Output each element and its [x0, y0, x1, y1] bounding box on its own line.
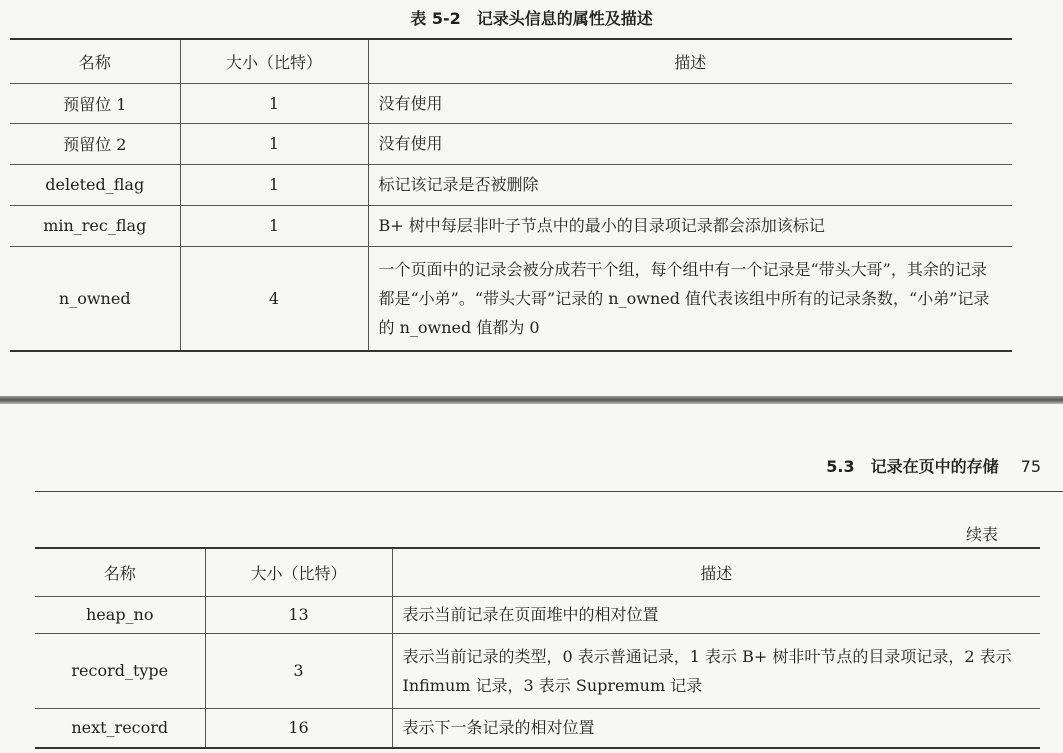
cell-name: heap_no — [35, 596, 205, 633]
cell-size: 1 — [180, 123, 368, 164]
table-row — [10, 205, 1012, 246]
page-separator — [0, 396, 1063, 404]
table-row — [35, 708, 1040, 748]
cell-desc: 标记该记录是否被删除 — [368, 164, 1012, 205]
cell-desc: 一个页面中的记录会被分成若干个组，每个组中有一个记录是“带头大哥”，其余的记录都是“小弟”。“带头大哥”记录的 n_owned 值代表该组中所有的记录条数，“小弟”记录的 n_owned 值都为 0 — [368, 246, 1012, 351]
header-desc: 描述 — [392, 548, 1040, 596]
table-caption: 表 5-2 记录头信息的属性及描述 — [410, 9, 653, 28]
cell-size: 1 — [180, 83, 368, 123]
cell-size: 16 — [205, 708, 392, 748]
table-row — [35, 596, 1040, 633]
cell-name: min_rec_flag — [10, 205, 180, 246]
record-header-table — [10, 38, 1012, 352]
cell-desc: B+ 树中每层非叶子节点中的最小的目录项记录都会添加该标记 — [368, 205, 1012, 246]
table-header-row — [10, 39, 1012, 83]
cell-size: 1 — [180, 205, 368, 246]
table-row — [10, 246, 1012, 351]
cell-desc: 表示当前记录在页面堆中的相对位置 — [392, 596, 1040, 633]
table-row — [10, 123, 1012, 164]
cell-name: next_record — [35, 708, 205, 748]
cell-size: 3 — [205, 633, 392, 708]
cell-desc: 没有使用 — [368, 123, 1012, 164]
cell-name: record_type — [35, 633, 205, 708]
section-title: 5.3 记录在页中的存储 — [826, 457, 999, 476]
cell-size: 13 — [205, 596, 392, 633]
record-header-table-continued — [35, 547, 1040, 749]
header-size: 大小（比特） — [205, 548, 392, 596]
cell-desc: 表示当前记录的类型，0 表示普通记录，1 表示 B+ 树非叶节点的目录项记录，2 表示 Infimum 记录，3 表示 Supremum 记录 — [392, 633, 1040, 708]
cell-size: 4 — [180, 246, 368, 351]
table-row — [35, 633, 1040, 708]
page-number: 75 — [1020, 457, 1041, 476]
header-desc: 描述 — [368, 39, 1012, 83]
page-bottom — [0, 404, 1063, 753]
cell-name: n_owned — [10, 246, 180, 351]
header-name: 名称 — [10, 39, 180, 83]
header-rule — [35, 491, 1063, 492]
cell-name: 预留位 1 — [10, 83, 180, 123]
cell-desc: 表示下一条记录的相对位置 — [392, 708, 1040, 748]
cell-name: 预留位 2 — [10, 123, 180, 164]
running-header — [826, 454, 1041, 477]
cell-name: deleted_flag — [10, 164, 180, 205]
cell-desc: 没有使用 — [368, 83, 1012, 123]
header-size: 大小（比特） — [180, 39, 368, 83]
table-row — [10, 83, 1012, 123]
table-row — [10, 164, 1012, 205]
table-header-row — [35, 548, 1040, 596]
continued-label: 续表 — [965, 525, 998, 544]
cell-size: 1 — [180, 164, 368, 205]
header-name: 名称 — [35, 548, 205, 596]
